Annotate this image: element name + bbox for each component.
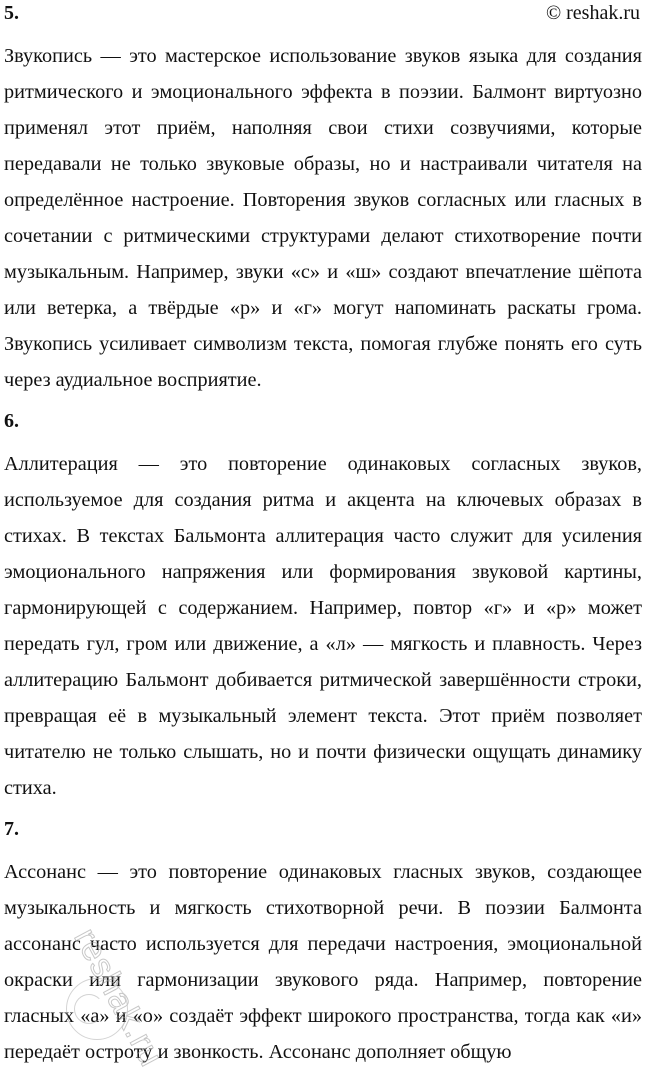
paragraph-zvukopis: Звукопись — это мастерское использование звуков языка для создания ритмического и эмоционального эффекта в поэзии. Балмонт виртуозно применял этот приём, наполняя свои стихи созвучиями, которые передавали не только звуковые образы, но и настраивали читателя на определённое настроение. Повторения звуков согласных или гласных в сочетании с ритмическими структурами делают стихотворение почти музыкальным. Например, звуки «с» и «ш» создают впечатление шёпота или ветерка, а твёрдые «р» и «г» могут напоминать раскаты грома. Звукопись усиливает символизм текста, помогая глубже понять его суть через аудиальное восприятие. [4, 45, 642, 391]
watermark-text: reshak.ru [66, 922, 171, 1073]
section-number-6: 6. [4, 410, 19, 432]
section-number-5: 5. [4, 2, 19, 24]
paragraph-assonance: Ассонанс — это повторение одинаковых гласных звуков, создающее музыкальность и мягкость стихотворной речи. В поэзии Балмонта ассонанс часто используется для передачи настроения, эмоциональной окраски или гармонизации звукового ряда. Например, повторение гласных «а» и «о» создаёт эффект широкого пространства, тогда как «и» передаёт остроту и звонкость. Ассонанс дополняет общую [4, 861, 642, 1063]
page-header [4, 0, 642, 28]
copyright-notice: © reshak.ru [545, 2, 640, 24]
section-7-assonance [4, 814, 642, 1070]
section-6-alliteration [4, 406, 642, 806]
section-5-zvukopis [4, 38, 642, 398]
section-number-7: 7. [4, 818, 19, 840]
paragraph-alliteration: Аллитерация — это повторение одинаковых согласных звуков, используемое для создания ритма и акцента на ключевых образах в стихах. В текстах Бальмонта аллитерация часто служит для усиления эмоционального напряжения или формирования звуковой картины, гармонирующей с содержанием. Например, повтор «г» и «р» может передать гул, гром или движение, а «л» — мягкость и плавность. Через аллитерацию Бальмонт добивается ритмической завершённости строки, превращая её в музыкальный элемент текста. Этот приём позволяет читателю не только слышать, но и почти физически ощущать динамику стиха. [4, 453, 642, 799]
